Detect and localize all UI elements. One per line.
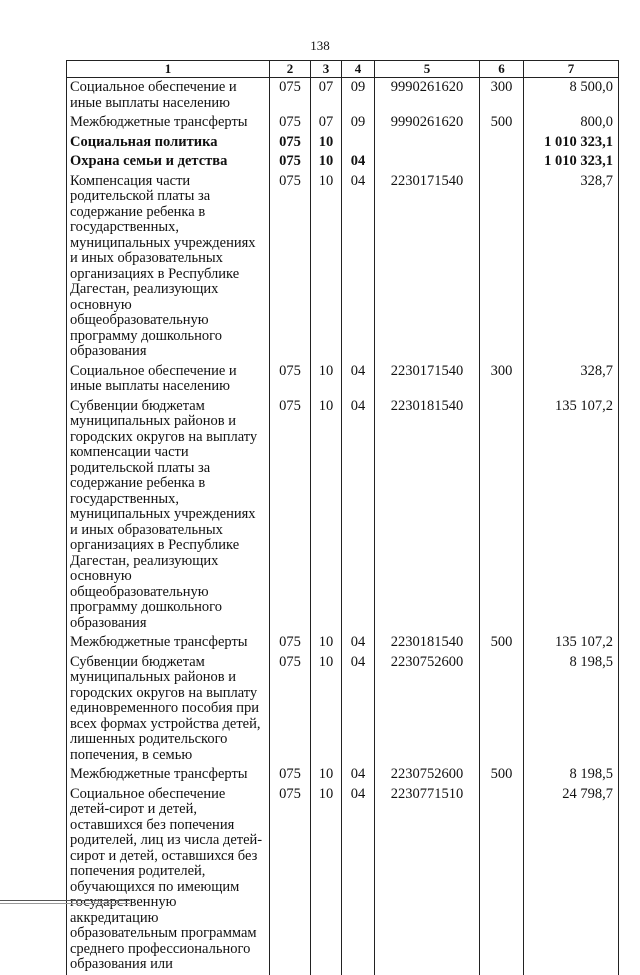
table-row [67, 113, 619, 133]
row-target-article: 2230181540 [375, 397, 480, 634]
row-expense-type: 500 [480, 113, 524, 133]
row-subsection-code [342, 133, 375, 153]
row-ministry-code: 075 [270, 633, 311, 653]
column-header: 6 [480, 61, 524, 78]
row-expense-type: 300 [480, 78, 524, 114]
row-name: Субвенции бюджетам муниципальных районов и городских округов на выплату единовременного пособия при всех формах устройства детей, лишенных родительского попечения, в семью [67, 653, 270, 766]
row-name: Социальное обеспечение и иные выплаты населению [67, 78, 270, 114]
row-subsection-code: 04 [342, 633, 375, 653]
row-expense-type [480, 152, 524, 172]
row-subsection-code: 04 [342, 397, 375, 634]
budget-table [66, 60, 619, 975]
row-section-code: 07 [311, 113, 342, 133]
row-name: Компенсация части родительской платы за содержание ребенка в государственных, муниципальных учреждениях и иных образовательных организациях в Республике Дагестан, реализующих основную общеобразовательную программу дошкольного образования [67, 172, 270, 362]
row-name: Социальное обеспечение детей-сирот и детей, оставшихся без попечения родителей, лиц из числа детей-сирот и детей, оставшихся без попечения родителей, обучающихся по имеющим государственную аккредитацию образовательным программам среднего профессионального образования или [67, 785, 270, 975]
row-name: Субвенции бюджетам муниципальных районов и городских округов на выплату компенсации части родительской платы за содержание ребенка в государственных, муниципальных учреждениях и иных образовательных организациях в Республике Дагестан, реализующих основную общеобразовательную программу дошкольного образования [67, 397, 270, 634]
row-section-code: 10 [311, 397, 342, 634]
row-name: Межбюджетные трансферты [67, 765, 270, 785]
row-section-code: 10 [311, 633, 342, 653]
row-target-article [375, 133, 480, 153]
table-row [67, 397, 619, 634]
row-amount: 1 010 323,1 [524, 152, 619, 172]
row-section-code: 10 [311, 133, 342, 153]
row-subsection-code: 04 [342, 152, 375, 172]
row-target-article: 9990261620 [375, 113, 480, 133]
row-ministry-code: 075 [270, 113, 311, 133]
row-subsection-code: 04 [342, 765, 375, 785]
page-number: 138 [310, 38, 330, 53]
row-ministry-code: 075 [270, 362, 311, 397]
row-ministry-code: 075 [270, 653, 311, 766]
row-subsection-code: 09 [342, 78, 375, 114]
row-ministry-code: 075 [270, 785, 311, 975]
column-header: 1 [67, 61, 270, 78]
table-row [67, 172, 619, 362]
row-ministry-code: 075 [270, 397, 311, 634]
row-expense-type: 300 [480, 362, 524, 397]
table-row [67, 653, 619, 766]
row-expense-type [480, 172, 524, 362]
row-subsection-code: 09 [342, 113, 375, 133]
row-target-article: 2230171540 [375, 362, 480, 397]
footer-rule [0, 900, 130, 901]
row-ministry-code: 075 [270, 133, 311, 153]
row-name: Охрана семьи и детства [67, 152, 270, 172]
row-target-article: 2230752600 [375, 765, 480, 785]
row-expense-type: 500 [480, 633, 524, 653]
table-row [67, 633, 619, 653]
row-section-code: 10 [311, 765, 342, 785]
column-header: 4 [342, 61, 375, 78]
row-name: Социальная политика [67, 133, 270, 153]
row-section-code: 10 [311, 152, 342, 172]
row-section-code: 07 [311, 78, 342, 114]
row-amount: 8 198,5 [524, 765, 619, 785]
column-header: 5 [375, 61, 480, 78]
table-row [67, 133, 619, 153]
row-expense-type [480, 653, 524, 766]
row-amount: 328,7 [524, 172, 619, 362]
table-row [67, 785, 619, 975]
row-amount: 328,7 [524, 362, 619, 397]
row-name: Межбюджетные трансферты [67, 113, 270, 133]
column-header: 2 [270, 61, 311, 78]
table-row [67, 362, 619, 397]
row-amount: 135 107,2 [524, 633, 619, 653]
table-header-row [67, 61, 619, 78]
row-name: Социальное обеспечение и иные выплаты населению [67, 362, 270, 397]
row-section-code: 10 [311, 172, 342, 362]
row-target-article: 2230752600 [375, 653, 480, 766]
row-amount: 135 107,2 [524, 397, 619, 634]
table-row [67, 765, 619, 785]
row-target-article: 9990261620 [375, 78, 480, 114]
row-expense-type [480, 397, 524, 634]
row-name: Межбюджетные трансферты [67, 633, 270, 653]
row-section-code: 10 [311, 785, 342, 975]
row-amount: 1 010 323,1 [524, 133, 619, 153]
row-amount: 8 500,0 [524, 78, 619, 114]
row-expense-type: 500 [480, 765, 524, 785]
row-subsection-code: 04 [342, 785, 375, 975]
row-ministry-code: 075 [270, 78, 311, 114]
row-amount: 24 798,7 [524, 785, 619, 975]
row-target-article [375, 152, 480, 172]
row-target-article: 2230181540 [375, 633, 480, 653]
column-header: 3 [311, 61, 342, 78]
row-ministry-code: 075 [270, 765, 311, 785]
row-ministry-code: 075 [270, 152, 311, 172]
row-target-article: 2230771510 [375, 785, 480, 975]
row-amount: 8 198,5 [524, 653, 619, 766]
row-section-code: 10 [311, 653, 342, 766]
row-section-code: 10 [311, 362, 342, 397]
row-target-article: 2230171540 [375, 172, 480, 362]
row-subsection-code: 04 [342, 172, 375, 362]
row-amount: 800,0 [524, 113, 619, 133]
table-row [67, 78, 619, 114]
footer-rule [0, 903, 130, 904]
column-header: 7 [524, 61, 619, 78]
row-subsection-code: 04 [342, 362, 375, 397]
row-ministry-code: 075 [270, 172, 311, 362]
row-expense-type [480, 133, 524, 153]
table-row [67, 152, 619, 172]
row-expense-type [480, 785, 524, 975]
row-subsection-code: 04 [342, 653, 375, 766]
